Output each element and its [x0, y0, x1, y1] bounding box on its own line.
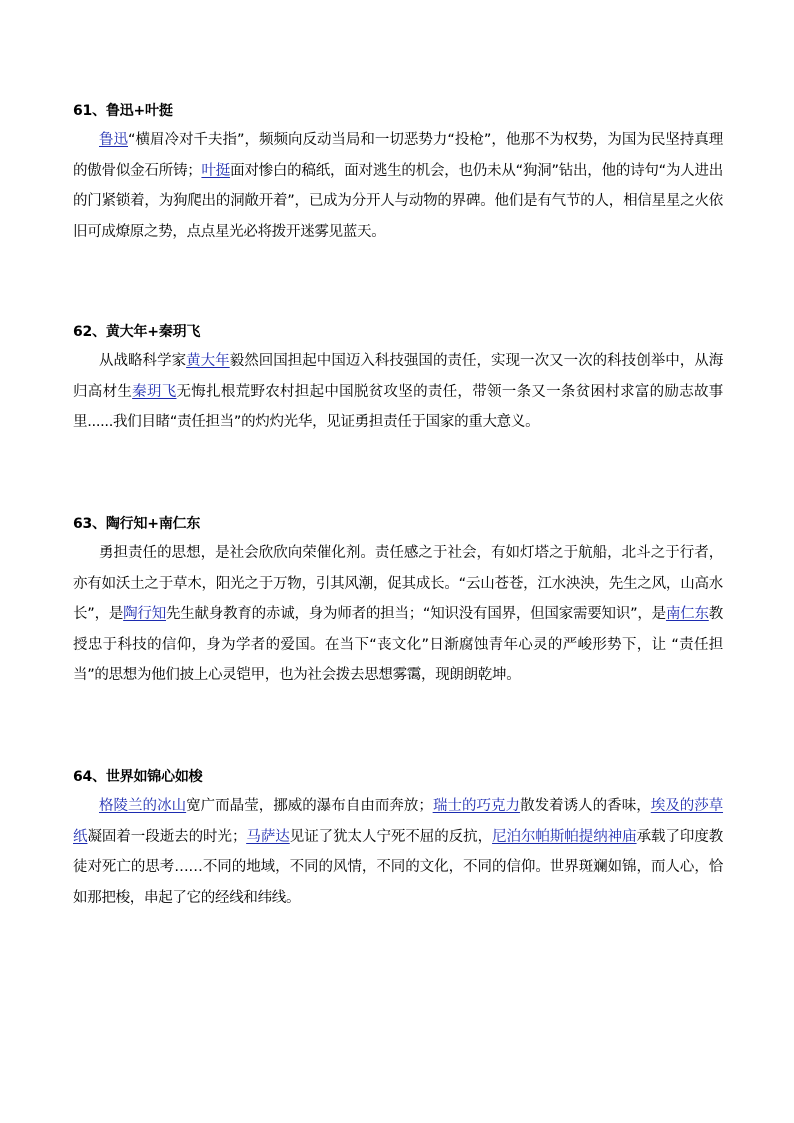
person-link-nan-rendong[interactable]: 南仁东	[665, 606, 709, 622]
section-title: 64、世界如锦心如梭	[73, 769, 203, 785]
section-64	[73, 767, 723, 913]
place-link-pashupatinath-temple[interactable]: 尼泊尔帕斯帕提纳神庙	[492, 828, 637, 845]
section-title: 61、鲁迅+叶挺	[73, 103, 173, 119]
paragraph-text: 教授忠于科技的信仰，身为学者的爱国。在当下“丧文化”日渐腐蚀青年心灵的严峻形势下，让 “责任担当”的思想为他们披上心灵铠甲，也为社会拨去思想雾霭，现朗朗乾坤。	[73, 606, 723, 683]
section-title: 62、黄大年+秦玥飞	[73, 324, 201, 340]
person-link-huang-danian[interactable]: 黄大年	[186, 353, 230, 369]
paragraph-text: 面对惨白的稿纸，面对逃生的机会，也仍未从“狗洞”钻出，他的诗句“为人进出的门紧锁着，为狗爬出的洞敞开着”，已成为分开人与动物的界碑。他们是有气节的人，相信星星之火依旧可成燎原之势，点点星光必将拨开迷雾见蓝天。	[73, 162, 723, 240]
person-link-ye-ting[interactable]: 叶挺	[201, 162, 231, 179]
section-62	[73, 322, 723, 438]
paragraph-text: 凝固着一段逝去的时光；	[87, 828, 247, 845]
paragraph-text: 散发着诱人的香味，	[520, 798, 651, 814]
paragraph-text: 先生献身教育的赤诚，身为师者的担当；“知识没有国界，但国家需要知识”，是	[165, 606, 666, 622]
paragraph-text: 无悔扎根荒野农村担起中国脱贫攻坚的责任，带领一条又一条贫困村求富的励志故事里......我们目睹“责任担当”的灼灼光华，见证勇担责任于国家的重大意义。	[73, 383, 723, 430]
section-paragraph	[73, 125, 723, 247]
place-link-masada[interactable]: 马萨达	[246, 828, 290, 845]
paragraph-text: 从战略科学家	[99, 353, 187, 369]
section-63	[73, 514, 723, 691]
section-paragraph	[73, 538, 723, 691]
paragraph-text: “横眉冷对千夫指”，频频向反动当局和一切恶势力“投枪”，他那不为权势，为国为民坚持真理的傲骨似金石所铸；	[73, 132, 723, 179]
person-link-lu-xun[interactable]: 鲁迅	[99, 132, 128, 148]
section-61	[73, 101, 723, 247]
paragraph-text: 勇担责任的思想，是社会欣欣向荣催化剂。责任感之于社会，有如灯塔之于航船，北斗之于行者，亦有如沃土之于草木，阳光之于万物，引其风潮，促其成长。“云山苍苍，江水泱泱，先生之风，山高水长”，是	[73, 545, 723, 622]
link-swiss-chocolate[interactable]: 瑞士的巧克力	[432, 798, 521, 814]
section-title: 63、陶行知+南仁东	[73, 516, 201, 532]
link-egyptian-papyrus[interactable]: 埃及的莎草纸	[73, 798, 724, 845]
paragraph-text: 承载了印度教徒对死亡的思考……不同的地域，不同的风情，不同的文化，不同的信仰。世界斑斓如锦，而人心，恰如那把梭，串起了它的经线和纬线。	[73, 828, 724, 906]
paragraph-text: 毅然回国担起中国迈入科技强国的责任，实现一次又一次的科技创举中，从海归高材生	[73, 353, 723, 400]
section-paragraph	[73, 346, 723, 438]
paragraph-text: 见证了犹太人宁死不屈的反抗，	[289, 828, 493, 845]
person-link-tao-xingzhi[interactable]: 陶行知	[123, 606, 166, 622]
person-link-qin-yuefei[interactable]: 秦玥飞	[132, 383, 177, 400]
place-link-greenland-iceberg[interactable]: 格陵兰的冰山	[99, 798, 187, 814]
paragraph-text: 宽广而晶莹，挪威的瀑布自由而奔放；	[186, 798, 433, 814]
section-paragraph	[73, 791, 723, 913]
